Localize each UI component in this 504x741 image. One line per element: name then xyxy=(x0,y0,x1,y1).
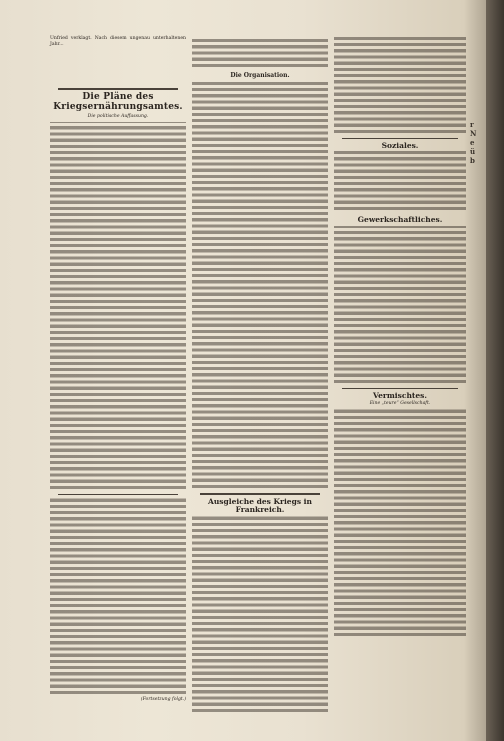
section-heading: Die Organisation. xyxy=(230,72,290,79)
adjacent-page-edge xyxy=(470,120,498,165)
column-2 xyxy=(192,36,328,715)
article-body xyxy=(50,497,186,697)
continuation-note: (Fortsetzung folgt.) xyxy=(140,697,186,703)
edge-letter: r xyxy=(470,120,474,129)
section-heading: Vermischtes. xyxy=(373,390,427,400)
article-body xyxy=(192,515,328,715)
section-rule xyxy=(58,494,178,495)
article-body xyxy=(334,409,466,639)
edge-letter: e xyxy=(470,138,475,147)
article-body xyxy=(334,226,466,386)
article-heading: Die Pläne des Kriegsernährungsamtes. xyxy=(53,92,183,113)
article-body xyxy=(192,36,328,70)
section-rule xyxy=(342,138,458,139)
article-heading: Ausgleiche des Kriegs in Frankreich. xyxy=(208,496,312,514)
column-1 xyxy=(50,36,186,704)
edge-letter: N xyxy=(470,129,477,138)
section-heading: Gewerkschaftliches. xyxy=(357,215,443,225)
section-heading: Soziales. xyxy=(381,141,419,150)
edge-letter: ü xyxy=(470,147,476,156)
edge-letter: b xyxy=(470,156,475,165)
binding-gutter xyxy=(486,0,504,741)
intro-text: Unfried verklagt. Nach diesem ungenau unterhaltenen Jahr... xyxy=(50,36,186,48)
article-body xyxy=(334,36,466,136)
section-rule xyxy=(200,493,320,495)
column-3 xyxy=(334,36,466,639)
text-lines xyxy=(50,48,186,86)
article-body xyxy=(334,151,466,213)
article-subheading: Die politische Auffassung. xyxy=(87,114,149,120)
article-subheading: Eine „teure“ Gesellschaft. xyxy=(369,400,431,406)
article-body xyxy=(192,81,328,491)
section-rule xyxy=(58,88,178,90)
article-body xyxy=(50,122,186,492)
section-rule xyxy=(342,388,458,389)
